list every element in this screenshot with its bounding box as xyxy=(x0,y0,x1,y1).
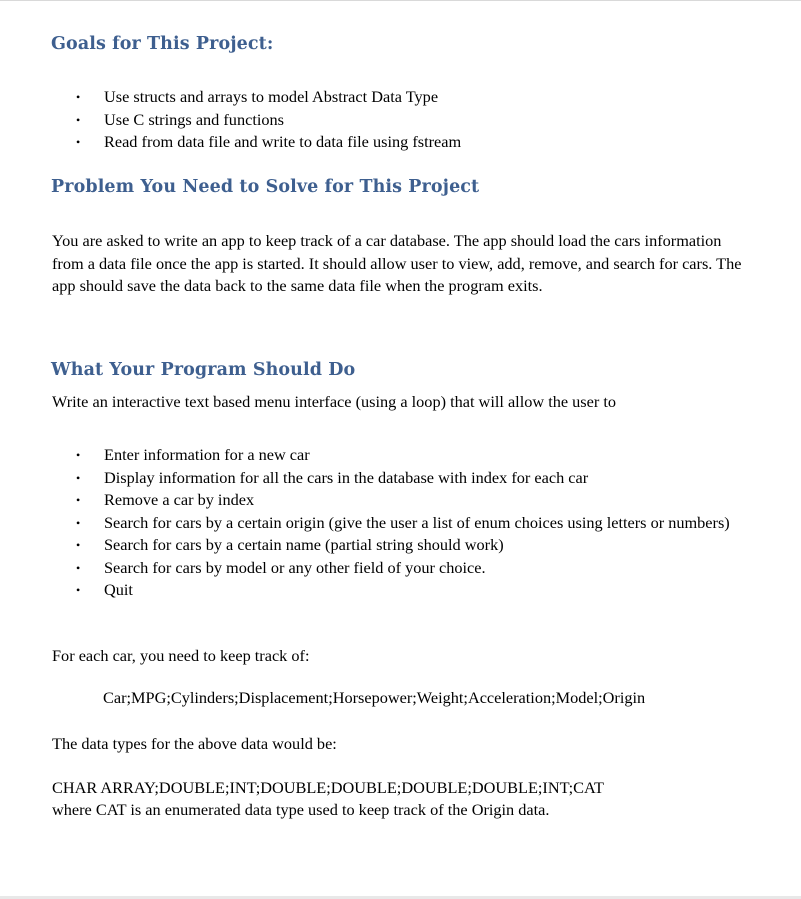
menu-options-list xyxy=(0,444,801,602)
types-note: where CAT is an enumerated data type used to keep track of the Origin data. xyxy=(52,800,550,819)
menu-option-text: Display information for all the cars in the database with index for each car xyxy=(104,467,589,487)
goals-item-text: Read from data file and write to data file using fstream xyxy=(104,132,462,151)
goals-list xyxy=(0,86,801,154)
bullet-icon: • xyxy=(76,493,81,507)
menu-option-1 xyxy=(0,444,744,467)
types-intro: The data types for the above data would be: xyxy=(52,734,337,753)
bullet-icon: • xyxy=(76,135,81,149)
track-intro: For each car, you need to keep track of: xyxy=(52,646,310,665)
problem-heading: Problem You Need to Solve for This Project xyxy=(51,177,480,197)
program-intro: Write an interactive text based menu interface (using a loop) that will allow the user to xyxy=(52,392,617,411)
bullet-icon: • xyxy=(76,583,81,597)
problem-body: You are asked to write an app to keep track of a car database. The app should load the cars information from a data file once the app is started. It should allow user to view, add, remove, and search for cars. The app should save the data back to the same data file when the program exits. xyxy=(52,231,742,295)
car-fields: Car;MPG;Cylinders;Displacement;Horsepower;Weight;Acceleration;Model;Origin xyxy=(103,688,646,707)
goals-item-2 xyxy=(0,109,744,132)
data-types: CHAR ARRAY;DOUBLE;INT;DOUBLE;DOUBLE;DOUBLE;DOUBLE;INT;CAT xyxy=(52,778,604,797)
menu-option-5 xyxy=(0,534,744,557)
menu-option-4 xyxy=(0,512,744,535)
goals-item-3 xyxy=(0,131,744,154)
menu-option-2 xyxy=(0,467,744,490)
bullet-icon: • xyxy=(76,90,81,104)
menu-option-text: Search for cars by a certain origin (give the user a list of enum choices using letters or numbers) xyxy=(104,512,730,532)
bullet-icon: • xyxy=(76,560,81,575)
goals-item-1 xyxy=(0,86,744,109)
menu-option-7 xyxy=(0,579,744,602)
goals-heading: Goals for This Project: xyxy=(51,34,274,54)
bullet-icon: • xyxy=(76,112,81,127)
menu-option-text: Search for cars by a certain name (partial string should work) xyxy=(104,535,504,554)
menu-option-3 xyxy=(0,489,744,512)
bullet-icon: • xyxy=(76,515,81,530)
goals-item-text: Use C strings and functions xyxy=(104,109,284,129)
program-heading: What Your Program Should Do xyxy=(51,360,356,380)
menu-option-text: Search for cars by model or any other field of your choice. xyxy=(104,557,486,577)
bullet-icon: • xyxy=(76,470,81,485)
menu-option-6 xyxy=(0,557,744,580)
menu-option-text: Enter information for a new car xyxy=(104,445,310,464)
bullet-icon: • xyxy=(76,448,81,462)
bullet-icon: • xyxy=(76,538,81,552)
goals-item-text: Use structs and arrays to model Abstract Data Type xyxy=(104,87,439,106)
menu-option-text: Remove a car by index xyxy=(104,490,255,509)
menu-option-text: Quit xyxy=(104,580,133,599)
